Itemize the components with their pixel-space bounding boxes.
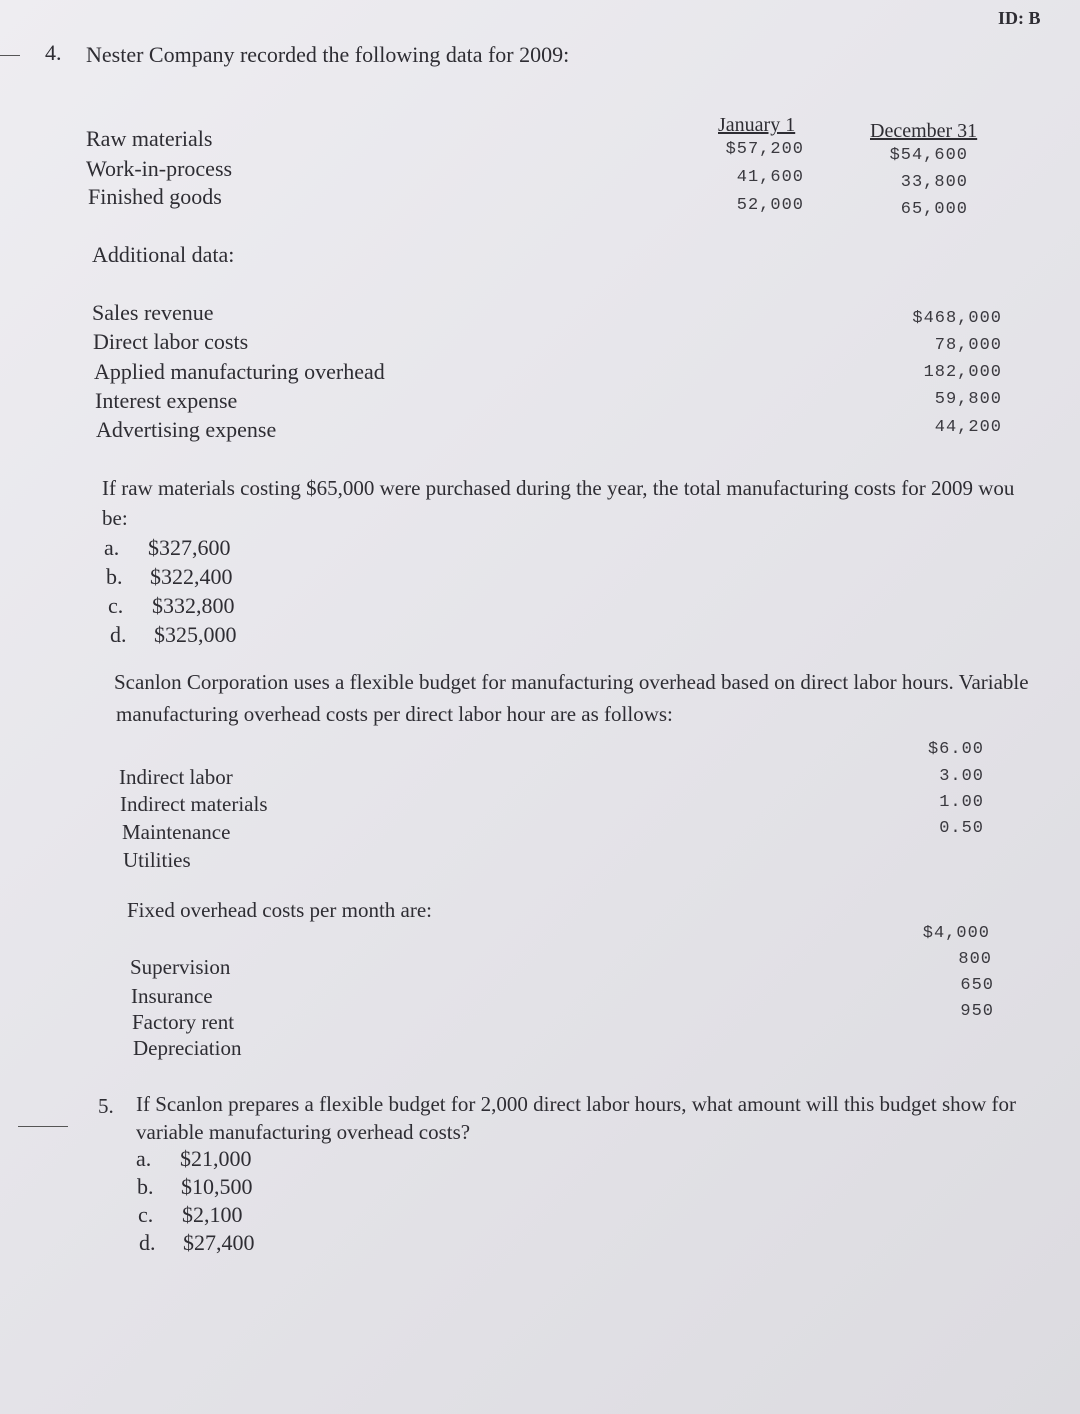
inventory-label-raw-materials: Raw materials (86, 126, 213, 151)
q4-option-c[interactable] (108, 593, 235, 619)
option-text: $10,500 (181, 1174, 253, 1199)
q5-option-a[interactable] (136, 1146, 252, 1172)
inventory-label-finished-goods: Finished goods (88, 184, 222, 209)
q4-option-b[interactable] (106, 564, 233, 590)
variable-label-maintenance: Maintenance (122, 820, 231, 844)
fixed-label-supervision: Supervision (130, 955, 231, 979)
id-label: ID: B (998, 8, 1041, 28)
option-text: $21,000 (180, 1146, 252, 1171)
option-text: $2,100 (182, 1202, 243, 1227)
inventory-label-wip: Work-in-process (86, 156, 233, 181)
inventory-jan-wip: 41,600 (736, 168, 804, 187)
option-letter: c. (108, 593, 124, 618)
additional-value-sales-revenue: $468,000 (912, 309, 1002, 328)
additional-value-direct-labor: 78,000 (934, 336, 1002, 355)
inventory-jan-raw-materials: $57,200 (725, 140, 804, 159)
option-letter: d. (139, 1230, 156, 1255)
inventory-jan-finished-goods: 52,000 (736, 196, 804, 215)
option-letter: b. (106, 564, 123, 589)
additional-value-interest-expense: 59,800 (934, 390, 1002, 409)
q4-option-a[interactable] (104, 535, 231, 561)
variable-label-indirect-labor: Indirect labor (119, 765, 233, 789)
q4-title: Nester Company recorded the following data for 2009: (86, 42, 570, 67)
scanlon-intro-line1: Scanlon Corporation uses a flexible budget for manufacturing overhead based on direct labor hours. Variable (114, 670, 1029, 694)
variable-value-indirect-materials: 3.00 (939, 767, 984, 786)
answer-blank-q5 (18, 1126, 68, 1127)
q4-question-line1: If raw materials costing $65,000 were purchased during the year, the total manufacturing costs for 2009 wou (102, 476, 1015, 500)
variable-value-utilities: 0.50 (939, 819, 984, 838)
q5-option-c[interactable] (138, 1202, 243, 1228)
q4-number: 4. (45, 40, 62, 65)
option-text: $332,800 (152, 593, 235, 618)
fixed-value-factory-rent: 650 (960, 976, 994, 995)
fixed-label-factory-rent: Factory rent (132, 1010, 235, 1034)
additional-label-advertising-expense: Advertising expense (96, 417, 277, 442)
fixed-value-insurance: 800 (958, 950, 992, 969)
q5-number: 5. (98, 1094, 114, 1118)
q5-question-line1: If Scanlon prepares a flexible budget for 2,000 direct labor hours, what amount will this budget show for (136, 1092, 1017, 1116)
q5-question-line2: variable manufacturing overhead costs? (136, 1120, 471, 1144)
fixed-label-insurance: Insurance (131, 984, 213, 1008)
variable-value-maintenance: 1.00 (939, 793, 984, 812)
option-letter: d. (110, 622, 127, 647)
option-letter: a. (104, 535, 120, 560)
option-text: $327,600 (148, 535, 231, 560)
q5-option-b[interactable] (137, 1174, 253, 1200)
additional-value-applied-overhead: 182,000 (923, 363, 1002, 382)
variable-label-utilities: Utilities (123, 848, 191, 872)
fixed-value-depreciation: 950 (960, 1002, 994, 1021)
additional-label-applied-overhead: Applied manufacturing overhead (94, 359, 385, 384)
scanlon-intro-line2: manufacturing overhead costs per direct labor hour are as follows: (116, 702, 673, 726)
option-letter: c. (138, 1202, 154, 1227)
answer-blank-q4 (0, 55, 20, 56)
option-letter: b. (137, 1174, 154, 1199)
option-text: $322,400 (150, 564, 233, 589)
fixed-value-supervision: $4,000 (922, 924, 990, 943)
inventory-dec-finished-goods: 65,000 (900, 200, 968, 219)
col-header-january: January 1 (718, 114, 796, 136)
additional-value-advertising-expense: 44,200 (934, 418, 1002, 437)
additional-label-direct-labor: Direct labor costs (93, 329, 249, 354)
q4-question-line2: be: (102, 506, 128, 530)
additional-label-interest-expense: Interest expense (95, 388, 238, 413)
fixed-label-depreciation: Depreciation (133, 1036, 242, 1060)
additional-data-heading: Additional data: (92, 242, 235, 267)
variable-label-indirect-materials: Indirect materials (120, 792, 268, 816)
option-text: $325,000 (154, 622, 237, 647)
col-header-december: December 31 (870, 120, 978, 142)
additional-label-sales-revenue: Sales revenue (92, 300, 214, 325)
q5-option-d[interactable] (139, 1230, 255, 1256)
inventory-dec-wip: 33,800 (900, 173, 968, 192)
option-letter: a. (136, 1146, 152, 1171)
variable-value-indirect-labor: $6.00 (927, 740, 984, 759)
fixed-overhead-heading: Fixed overhead costs per month are: (127, 898, 432, 922)
inventory-dec-raw-materials: $54,600 (889, 146, 968, 165)
option-text: $27,400 (183, 1230, 255, 1255)
q4-option-d[interactable] (110, 622, 237, 648)
